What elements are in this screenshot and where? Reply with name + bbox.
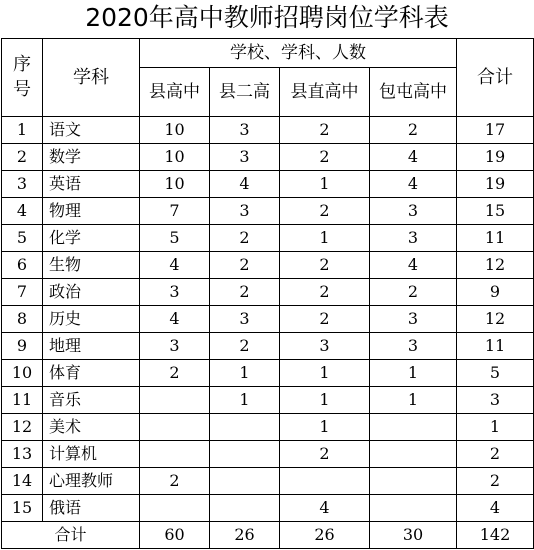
count-cell: 3: [370, 225, 457, 252]
row-number: 14: [2, 468, 43, 495]
count-cell: 4: [140, 306, 210, 333]
count-cell: 2: [280, 144, 370, 171]
subject-name: 美术: [43, 414, 140, 441]
table-row: [2, 414, 534, 441]
subject-name: 物理: [43, 198, 140, 225]
count-cell: 2: [280, 279, 370, 306]
subject-name: 音乐: [43, 387, 140, 414]
table-row: [2, 225, 534, 252]
count-cell: 10: [140, 171, 210, 198]
table-row: [2, 468, 534, 495]
header-school: 县二高: [210, 68, 280, 117]
count-cell: 3: [210, 198, 280, 225]
header-row-1: [2, 39, 534, 68]
count-cell: 3: [370, 306, 457, 333]
count-cell: 3: [210, 117, 280, 144]
row-total: 12: [457, 306, 534, 333]
table-row: [2, 441, 534, 468]
subject-name: 计算机: [43, 441, 140, 468]
count-cell: 4: [140, 252, 210, 279]
row-total: 3: [457, 387, 534, 414]
header-school: 包屯高中: [370, 68, 457, 117]
count-cell: 3: [210, 144, 280, 171]
subject-name: 政治: [43, 279, 140, 306]
count-cell: 4: [370, 171, 457, 198]
count-cell: 3: [210, 306, 280, 333]
count-cell: 4: [370, 252, 457, 279]
count-cell: [370, 441, 457, 468]
count-cell: 3: [370, 198, 457, 225]
subject-name: 俄语: [43, 495, 140, 522]
table-row: [2, 117, 534, 144]
row-number: 3: [2, 171, 43, 198]
subject-name: 体育: [43, 360, 140, 387]
header-school-group: 学校、学科、人数: [140, 39, 457, 68]
school-total: 26: [210, 522, 280, 549]
subject-name: 语文: [43, 117, 140, 144]
row-number: 4: [2, 198, 43, 225]
header-total: 合计: [457, 39, 534, 117]
count-cell: 2: [280, 198, 370, 225]
table-row: [2, 279, 534, 306]
row-total: 17: [457, 117, 534, 144]
table-row: [2, 198, 534, 225]
row-number: 15: [2, 495, 43, 522]
count-cell: 4: [210, 171, 280, 198]
table-row: [2, 495, 534, 522]
totals-row: [2, 522, 534, 549]
count-cell: [210, 495, 280, 522]
count-cell: 2: [140, 360, 210, 387]
count-cell: 1: [280, 171, 370, 198]
count-cell: [140, 495, 210, 522]
row-number: 1: [2, 117, 43, 144]
count-cell: 5: [140, 225, 210, 252]
header-school: 县高中: [140, 68, 210, 117]
row-total: 12: [457, 252, 534, 279]
table-row: [2, 360, 534, 387]
row-total: 19: [457, 171, 534, 198]
header-school: 县直高中: [280, 68, 370, 117]
row-number: 11: [2, 387, 43, 414]
page-title: 2020年高中教师招聘岗位学科表: [85, 3, 449, 32]
count-cell: 10: [140, 144, 210, 171]
count-cell: [140, 414, 210, 441]
count-cell: 3: [140, 333, 210, 360]
header-subject: 学科: [43, 39, 140, 117]
grand-total: 142: [457, 522, 534, 549]
subject-name: 心理教师: [43, 468, 140, 495]
count-cell: 1: [370, 387, 457, 414]
row-total: 11: [457, 225, 534, 252]
count-cell: 2: [370, 117, 457, 144]
count-cell: 1: [280, 225, 370, 252]
count-cell: 3: [140, 279, 210, 306]
count-cell: 2: [280, 252, 370, 279]
count-cell: 1: [280, 387, 370, 414]
count-cell: 1: [280, 414, 370, 441]
recruitment-table: [1, 38, 534, 549]
count-cell: 3: [370, 333, 457, 360]
table-row: [2, 333, 534, 360]
count-cell: 2: [210, 225, 280, 252]
count-cell: 3: [280, 333, 370, 360]
row-number: 6: [2, 252, 43, 279]
row-number: 12: [2, 414, 43, 441]
count-cell: [370, 414, 457, 441]
row-total: 2: [457, 441, 534, 468]
count-cell: 4: [280, 495, 370, 522]
subject-name: 地理: [43, 333, 140, 360]
row-total: 2: [457, 468, 534, 495]
row-total: 4: [457, 495, 534, 522]
row-number: 2: [2, 144, 43, 171]
subject-name: 历史: [43, 306, 140, 333]
school-total: 60: [140, 522, 210, 549]
count-cell: 7: [140, 198, 210, 225]
school-total: 26: [280, 522, 370, 549]
row-number: 7: [2, 279, 43, 306]
count-cell: 1: [370, 360, 457, 387]
subject-name: 生物: [43, 252, 140, 279]
row-total: 5: [457, 360, 534, 387]
count-cell: [210, 414, 280, 441]
count-cell: 2: [280, 441, 370, 468]
count-cell: 10: [140, 117, 210, 144]
table-row: [2, 171, 534, 198]
count-cell: 2: [210, 279, 280, 306]
table-row: [2, 387, 534, 414]
row-total: 11: [457, 333, 534, 360]
count-cell: 1: [210, 360, 280, 387]
table-row: [2, 306, 534, 333]
count-cell: 2: [280, 117, 370, 144]
count-cell: [210, 468, 280, 495]
count-cell: 4: [370, 144, 457, 171]
count-cell: [370, 468, 457, 495]
count-cell: 2: [280, 306, 370, 333]
row-number: 10: [2, 360, 43, 387]
row-number: 13: [2, 441, 43, 468]
table-row: [2, 252, 534, 279]
row-total: 19: [457, 144, 534, 171]
school-total: 30: [370, 522, 457, 549]
row-total: 15: [457, 198, 534, 225]
subject-name: 英语: [43, 171, 140, 198]
row-total: 9: [457, 279, 534, 306]
count-cell: 2: [210, 333, 280, 360]
count-cell: 2: [210, 252, 280, 279]
row-total: 1: [457, 414, 534, 441]
count-cell: [370, 495, 457, 522]
row-number: 9: [2, 333, 43, 360]
totals-label: 合计: [2, 522, 140, 549]
header-seq: 序 号: [2, 39, 43, 117]
row-number: 5: [2, 225, 43, 252]
count-cell: [140, 441, 210, 468]
subject-name: 数学: [43, 144, 140, 171]
count-cell: 2: [370, 279, 457, 306]
count-cell: 1: [280, 360, 370, 387]
row-number: 8: [2, 306, 43, 333]
count-cell: [280, 468, 370, 495]
count-cell: 1: [210, 387, 280, 414]
table-row: [2, 144, 534, 171]
count-cell: [140, 387, 210, 414]
count-cell: 2: [140, 468, 210, 495]
subject-name: 化学: [43, 225, 140, 252]
count-cell: [210, 441, 280, 468]
